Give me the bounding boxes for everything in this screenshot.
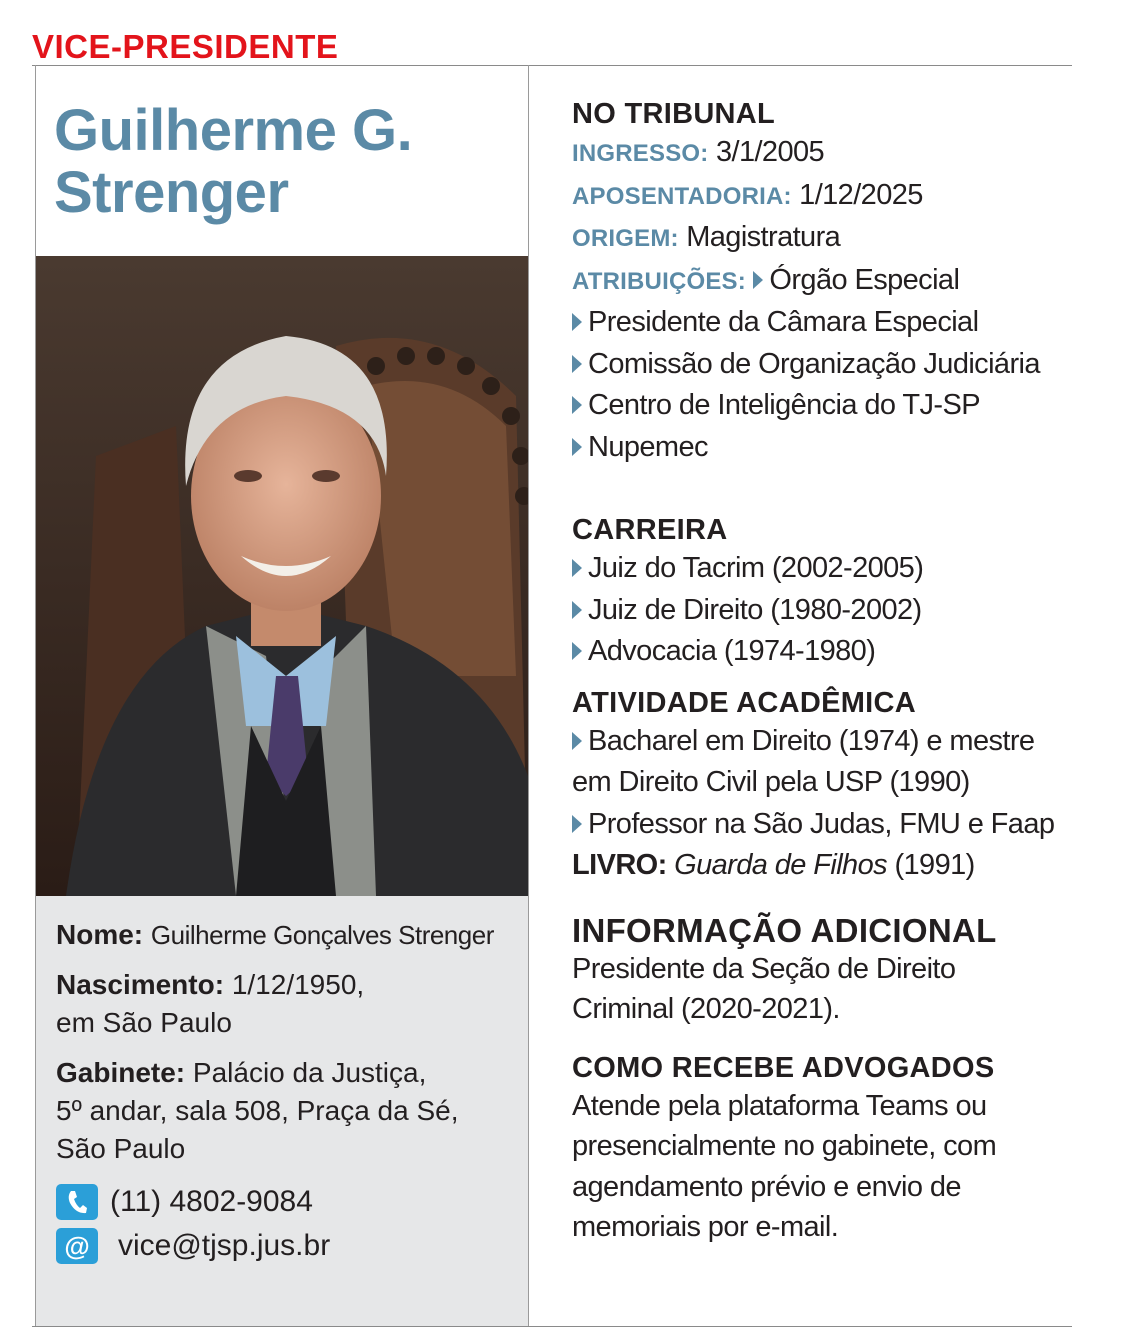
tribunal-heading: NO TRIBUNAL xyxy=(572,98,776,130)
atribuicao-row xyxy=(572,344,1072,386)
gabinete-line3: São Paulo xyxy=(56,1133,186,1164)
academica-heading: ATIVIDADE ACADÊMICA xyxy=(572,686,917,719)
personal-info-box xyxy=(36,896,528,1326)
nascimento-place: em São Paulo xyxy=(56,1007,232,1038)
advogados-line1: Atende pela plataforma Teams ou xyxy=(572,1089,987,1122)
nome-row xyxy=(56,916,528,954)
aposentadoria-row xyxy=(572,175,1072,218)
gabinete-line1: Palácio da Justiça, xyxy=(192,1057,427,1088)
aposentadoria-value: 1/12/2025 xyxy=(799,178,923,211)
advogados-line4: memoriais por e-mail. xyxy=(572,1211,839,1243)
phone-number[interactable]: (11) 4802-9084 xyxy=(110,1185,313,1218)
bullet-arrow-icon xyxy=(572,438,582,456)
bullet-arrow-icon xyxy=(572,601,582,619)
carreira-row xyxy=(572,548,1072,590)
adicional-line2: Criminal (2020-2021). xyxy=(572,993,840,1025)
carreira-row xyxy=(572,590,1072,632)
nascimento-value: 1/12/1950, xyxy=(231,969,365,1000)
nome-value: Guilherme Gonçalves Strenger xyxy=(150,920,494,950)
ingresso-label: INGRESSO: xyxy=(572,140,709,167)
gabinete-line2: 5º andar, sala 508, Praça da Sé, xyxy=(56,1095,459,1126)
livro-year: (1991) xyxy=(894,849,975,881)
email-address[interactable]: vice@tjsp.jus.br xyxy=(118,1229,331,1262)
nascimento-label: Nascimento: xyxy=(56,969,225,1000)
bullet-arrow-icon xyxy=(753,271,763,289)
advogados-heading: COMO RECEBE ADVOGADOS xyxy=(572,1051,995,1084)
aposentadoria-label: APOSENTADORIA: xyxy=(572,182,792,210)
gabinete-row xyxy=(56,1054,528,1092)
adicional-line1: Presidente da Seção de Direito xyxy=(572,952,956,985)
bullet-arrow-icon xyxy=(572,642,582,660)
details-column xyxy=(572,96,1072,1248)
profile-column xyxy=(36,66,528,1326)
name-box xyxy=(36,66,528,256)
at-icon: @ xyxy=(56,1228,98,1264)
academica-item1-line2: em Direito Civil pela USP (1990) xyxy=(572,766,970,798)
livro-title: Guarda de Filhos xyxy=(674,849,887,881)
livro-label: LIVRO: xyxy=(572,849,667,881)
carreira-heading: CARREIRA xyxy=(572,514,728,546)
livro-row xyxy=(572,845,1072,887)
phone-row xyxy=(56,1180,528,1224)
academica-row xyxy=(572,804,1072,846)
email-row xyxy=(56,1224,528,1268)
advogados-line3: agendamento prévio e envio de xyxy=(572,1170,961,1203)
carreira-item: Juiz do Tacrim (2002-2005) xyxy=(588,552,924,584)
gabinete-label: Gabinete: xyxy=(56,1057,186,1088)
adicional-heading: INFORMAÇÃO ADICIONAL xyxy=(572,911,997,949)
bullet-arrow-icon xyxy=(572,559,582,577)
bullet-arrow-icon xyxy=(572,815,582,833)
origem-label: ORIGEM: xyxy=(572,225,679,252)
nascimento-row xyxy=(56,966,528,1004)
bullet-arrow-icon xyxy=(572,396,582,414)
bottom-rule xyxy=(32,1326,1072,1327)
atribuicao-row xyxy=(572,302,1072,344)
section-tag: VICE-PRESIDENTE xyxy=(32,28,339,65)
origem-value: Magistratura xyxy=(686,221,841,253)
ingresso-value: 3/1/2005 xyxy=(715,136,825,168)
person-name-line2: Strenger xyxy=(54,160,289,225)
portrait-photo xyxy=(36,256,528,896)
carreira-row xyxy=(572,631,1072,673)
phone-icon xyxy=(56,1184,98,1220)
atribuicao-item: Comissão de Organização Judiciária xyxy=(588,347,1040,380)
atribuicao-item: Órgão Especial xyxy=(769,263,960,296)
bullet-arrow-icon xyxy=(572,732,582,750)
ingresso-row xyxy=(572,132,1072,175)
atribuicao-row xyxy=(572,385,1072,427)
atribuicao-item: Centro de Inteligência do TJ-SP xyxy=(588,389,980,421)
atribuicao-row xyxy=(572,427,1072,469)
academica-item1-line1: Bacharel em Direito (1974) e mestre xyxy=(588,724,1035,757)
atribuicao-item: Nupemec xyxy=(588,430,708,463)
advogados-line2: presencialmente no gabinete, com xyxy=(572,1130,997,1162)
atribuicoes-row xyxy=(572,260,1072,303)
academica-row xyxy=(572,721,1072,763)
column-divider xyxy=(528,65,529,1327)
bullet-arrow-icon xyxy=(572,313,582,331)
carreira-item: Juiz de Direito (1980-2002) xyxy=(588,593,922,626)
academica-item2: Professor na São Judas, FMU e Faap xyxy=(588,807,1055,840)
atribuicoes-label: ATRIBUIÇÕES: xyxy=(572,267,746,295)
carreira-item: Advocacia (1974-1980) xyxy=(588,635,876,667)
person-name-line1: Guilherme G. xyxy=(54,98,413,163)
origem-row xyxy=(572,217,1072,260)
atribuicao-item: Presidente da Câmara Especial xyxy=(588,306,979,338)
bullet-arrow-icon xyxy=(572,355,582,373)
nome-label: Nome: xyxy=(56,919,144,950)
